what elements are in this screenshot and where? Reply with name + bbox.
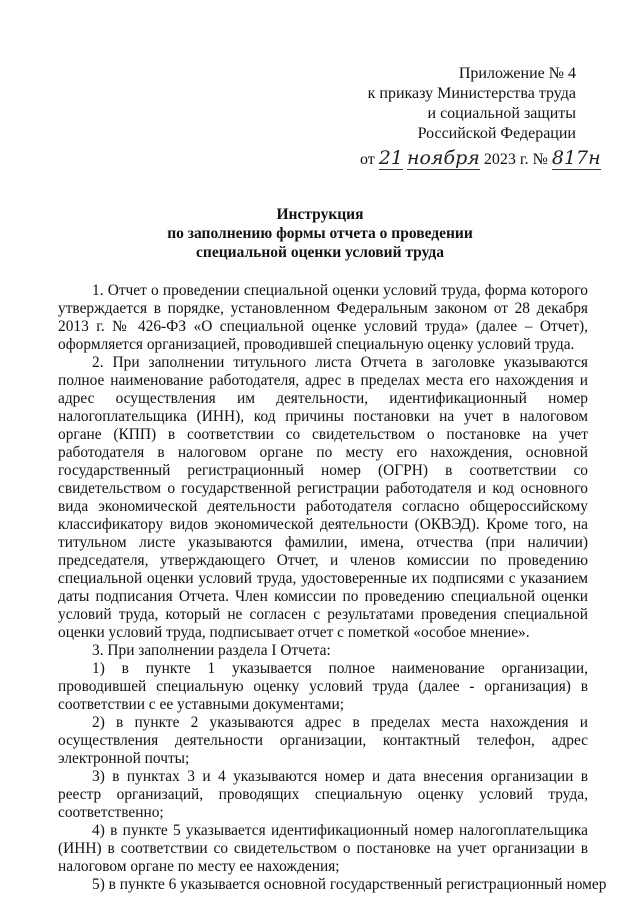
paragraph: 1. Отчет о проведении специальной оценки условий труда, форма которого утверждается в порядке, установленном Федеральным законом от 28 декабря 2013 г. № 426-ФЗ «О специальной оценке условий труда» (далее – Отчет), оформляется организацией, проводившей специальную оценку условий труда. [58,282,588,353]
appendix-header [0,64,640,144]
document-title [0,205,640,262]
order-date-prefix: от [360,151,375,168]
paragraph: 4) в пункте 5 указывается идентификационный номер налогоплательщика (ИНН) в соответствии со свидетельством о постановке на учет организации в налоговом органе по месту ее нахождения; [58,822,588,875]
handwritten-order-number: 817н [551,147,601,169]
order-year: 2023 г. № [483,151,548,168]
document-body [58,282,607,894]
appendix-number: Приложение № 4 [458,65,576,82]
paragraph: 2. При заполнении титульного листа Отчета в заголовке указываются полное наименование работодателя, адрес в пределах места его нахождения и адрес осуществления им деятельности, идентификационный номер налогоплательщика (ИНН), код причины постановки на учет в налоговом органе (КПП) в соответствии со свидетельством о постановке на учет работодателя в налоговом органе по месту его нахождения, основной государственный регистрационный номер (ОГРН) в соответствии со свидетельством о государственной регистрации работодателя и код основного вида экономической деятельности работодателя согласно общероссийскому классификатору видов экономической деятельности (ОКВЭД). Кроме того, на титульном листе указываются фамилии, имена, отчества (при наличии) председателя, утверждающего Отчет, и членов комиссии по проведению специальной оценки условий труда, удостоверенные их подписями с указанием даты подписания Отчета. Член комиссии по проведению специальной оценки условий труда, который не согласен с результатами проведения специальной оценки условий труда, подписывает отчет с пометкой «особое мнение». [58,354,588,641]
paragraph: 3) в пунктах 3 и 4 указываются номер и дата внесения организации в реестр организаций, проводящих специальную оценку условий труда, соответственно; [58,768,588,821]
paragraph: 5) в пункте 6 указывается основной государственный регистрационный номер [92,876,607,893]
handwritten-month: ноября [406,147,480,169]
title-line: по заполнению формы отчета о проведении [167,225,473,242]
paragraph: 2) в пункте 2 указываются адрес в пределах места нахождения и осуществления деятельности организации, контактный телефон, адрес электронной почты; [58,714,588,767]
order-reference-line: и социальной защиты [427,105,576,122]
handwritten-day: 21 [378,147,403,169]
paragraph: 3. При заполнении раздела I Отчета: [92,642,331,659]
title-line: специальной оценки условий труда [196,244,444,261]
title-line: Инструкция [276,206,364,223]
paragraph: 1) в пункте 1 указывается полное наименование организации, проводившей специальную оценку условий труда (далее - организация) в соответствии с ее уставными документами; [58,660,588,713]
order-reference-line: к приказу Министерства труда [367,85,576,102]
order-date-line [360,146,601,172]
order-reference-line: Российской Федерации [417,125,576,142]
